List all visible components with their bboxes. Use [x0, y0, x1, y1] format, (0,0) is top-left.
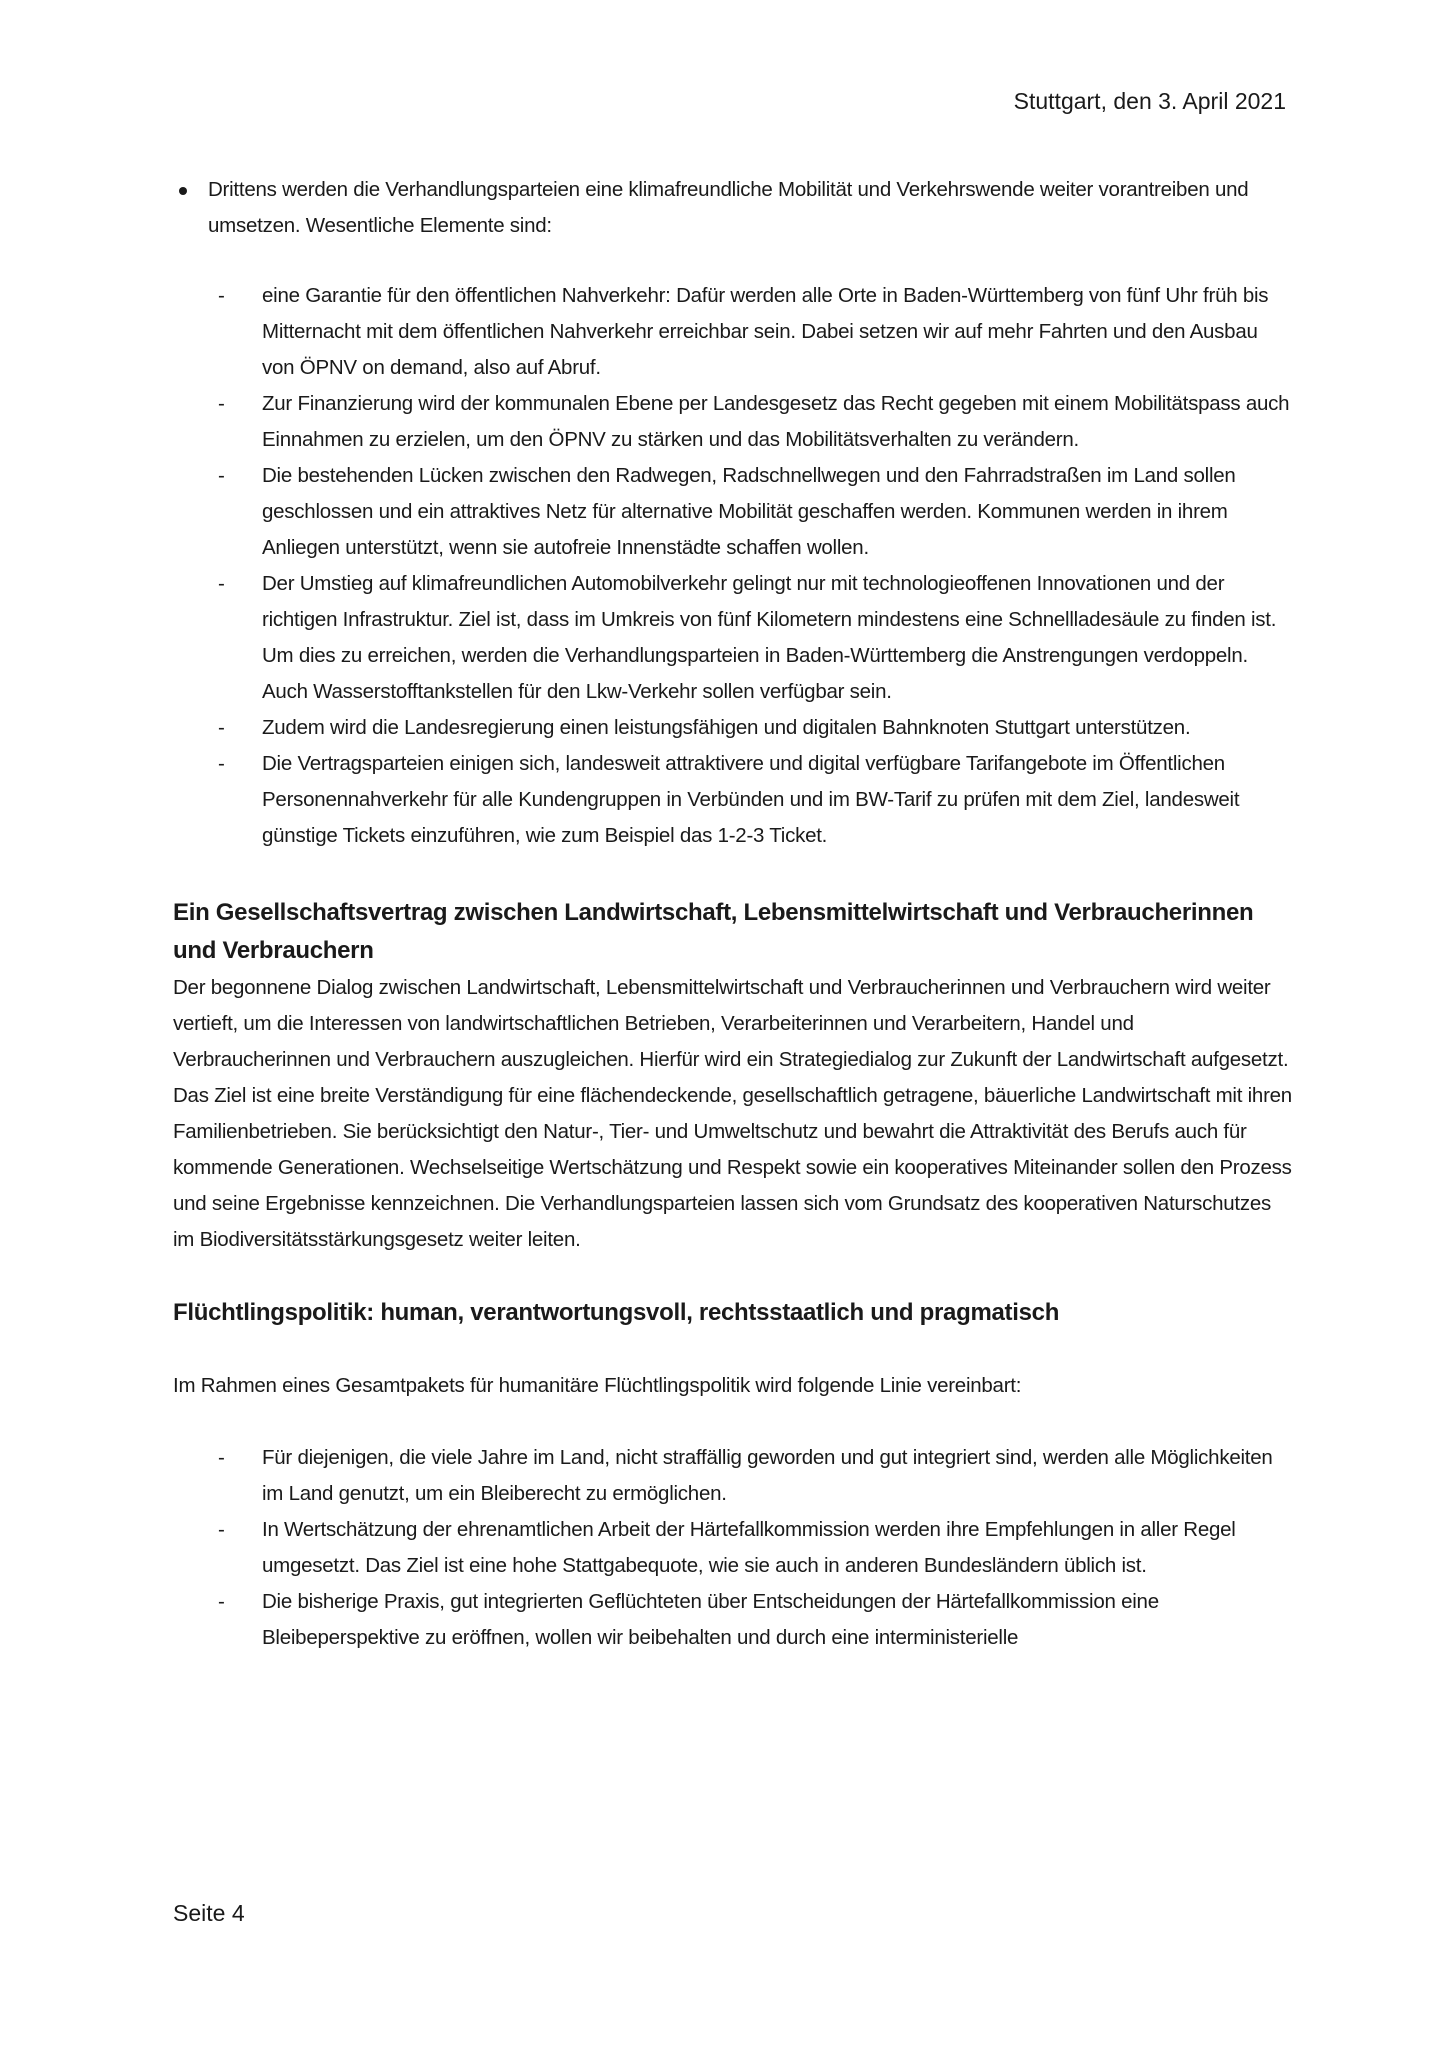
list-item [173, 710, 1293, 746]
list-item-text: Die bisherige Praxis, gut integrierten Geflüchteten über Entscheidungen der Härtefallkommission eine Bleibeperspektive zu eröffnen, wollen wir beibehalten und durch eine interministerielle [262, 1590, 1159, 1649]
mobility-list [173, 278, 1293, 854]
list-item-text: Für diejenigen, die viele Jahre im Land, nicht straffällig geworden und gut integriert sind, werden alle Möglichkeiten im Land genutzt, um ein Bleiberecht zu ermöglichen. [262, 1446, 1273, 1505]
refugees-list [173, 1440, 1293, 1656]
dash-icon: - [218, 1446, 225, 1469]
dash-icon: - [218, 464, 225, 487]
list-item [173, 1512, 1293, 1584]
list-item [173, 1584, 1293, 1656]
bullet-mobility [173, 172, 1293, 244]
list-item-text: Die bestehenden Lücken zwischen den Radwegen, Radschnellwegen und den Fahrradstraßen im Land sollen geschlossen und ein attraktives Netz für alternative Mobilität geschaffen werden. Kommunen werden in ihrem Anliegen unterstützt, wenn sie autofreie Innenstädte schaffen wollen. [262, 464, 1236, 559]
bullet-text: Drittens werden die Verhandlungsparteien eine klimafreundliche Mobilität und Verkehrswende weiter vorantreiben und umsetzen. Wesentliche Elemente sind: [208, 178, 1249, 237]
list-item [173, 458, 1293, 566]
list-item [173, 566, 1293, 710]
agriculture-paragraph: Der begonnene Dialog zwischen Landwirtschaft, Lebensmittelwirtschaft und Verbraucherinnen und Verbrauchern wird weiter vertieft, um die Interessen von landwirtschaftlichen Betrieben, Verarbeiterinnen und Verarbeitern, Handel und Verbraucherinnen und Verbrauchern auszugleichen. Hierfür wird ein Strategiedialog zur Zukunft der Landwirtschaft aufgesetzt. Das Ziel ist eine breite Verständigung für eine flächendeckende, gesellschaftlich getragene, bäuerliche Landwirtschaft mit ihren Familienbetrieben. Sie berücksichtigt den Natur-, Tier- und Umweltschutz und bewahrt die Attraktivität des Berufs auch für kommende Generationen. Wechselseitige Wertschätzung und Respekt sowie ein kooperatives Miteinander sollen den Prozess und seine Ergebnisse kennzeichnen. Die Verhandlungsparteien lassen sich vom Grundsatz des kooperativen Naturschutzes im Biodiversitätsstärkungsgesetz weiter leiten. [173, 976, 1292, 1251]
list-item-text: eine Garantie für den öffentlichen Nahverkehr: Dafür werden alle Orte in Baden-Württemberg von fünf Uhr früh bis Mitternacht mit dem öffentlichen Nahverkehr erreichbar sein. Dabei setzen wir auf mehr Fahrten und den Ausbau von ÖPNV on demand, also auf Abruf. [262, 284, 1269, 379]
section-heading-refugees: Flüchtlingspolitik: human, verantwortungsvoll, rechtsstaatlich und pragmatisch [173, 1299, 1060, 1326]
document-body [173, 172, 1293, 1656]
list-item [173, 746, 1293, 854]
page-number: Seite 4 [173, 1900, 245, 1926]
dash-icon: - [218, 1590, 225, 1613]
list-item-text: In Wertschätzung der ehrenamtlichen Arbeit der Härtefallkommission werden ihre Empfehlungen in aller Regel umgesetzt. Das Ziel ist eine hohe Stattgabequote, wie sie auch in anderen Bundesländern üblich ist. [262, 1518, 1236, 1577]
dash-icon: - [218, 284, 225, 307]
list-item-text: Die Vertragsparteien einigen sich, landesweit attraktivere und digital verfügbare Tarifangebote im Öffentlichen Personennahverkehr für alle Kundengruppen in Verbünden und im BW-Tarif zu prüfen mit dem Ziel, landesweit günstige Tickets einzuführen, wie zum Beispiel das 1-2-3 Ticket. [262, 752, 1240, 847]
dash-icon: - [218, 392, 225, 415]
document-date: Stuttgart, den 3. April 2021 [1013, 88, 1286, 114]
bullet-dot-icon [179, 187, 187, 195]
refugees-intro: Im Rahmen eines Gesamtpakets für humanitäre Flüchtlingspolitik wird folgende Linie vereinbart: [173, 1374, 1022, 1397]
list-item [173, 278, 1293, 386]
dash-icon: - [218, 752, 225, 775]
list-item [173, 1440, 1293, 1512]
list-item-text: Zur Finanzierung wird der kommunalen Ebene per Landesgesetz das Recht gegeben mit einem Mobilitätspass auch Einnahmen zu erzielen, um den ÖPNV zu stärken und das Mobilitätsverhalten zu verändern. [262, 392, 1290, 451]
list-item-text: Zudem wird die Landesregierung einen leistungsfähigen und digitalen Bahnknoten Stuttgart unterstützen. [262, 716, 1191, 739]
dash-icon: - [218, 1518, 225, 1541]
dash-icon: - [218, 716, 225, 739]
list-item [173, 386, 1293, 458]
dash-icon: - [218, 572, 225, 595]
section-heading-agriculture: Ein Gesellschaftsvertrag zwischen Landwirtschaft, Lebensmittelwirtschaft und Verbraucherinnen und Verbrauchern [173, 899, 1254, 964]
list-item-text: Der Umstieg auf klimafreundlichen Automobilverkehr gelingt nur mit technologieoffenen Innovationen und der richtigen Infrastruktur. Ziel ist, dass im Umkreis von fünf Kilometern mindestens eine Schnellladesäule zu finden ist. Um dies zu erreichen, werden die Verhandlungsparteien in Baden-Württemberg die Anstrengungen verdoppeln. Auch Wasserstofftankstellen für den Lkw-Verkehr sollen verfügbar sein. [262, 572, 1277, 703]
